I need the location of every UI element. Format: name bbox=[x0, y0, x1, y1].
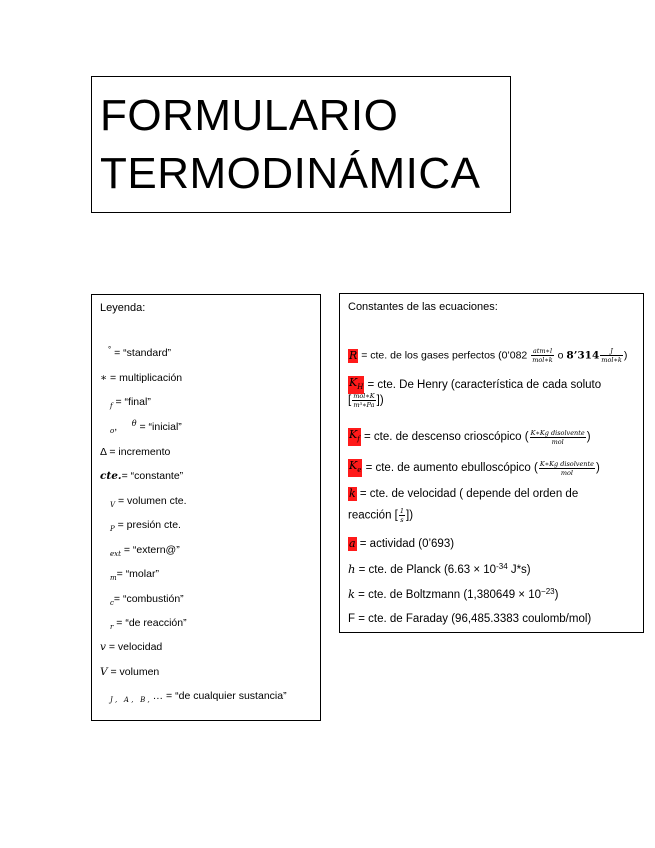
legend-substance: $_{J , A , B ,}$ … = “de cualquier sustancia” bbox=[110, 690, 287, 704]
const-k-rate: k = cte. de velocidad ( depende del orden de bbox=[349, 487, 579, 501]
const-KH-units: [ $\frac{\text{mol∗K}}{\text{m³∗Pa}}$ ]) bbox=[348, 392, 384, 409]
title-line-1: FORMULARIO bbox=[100, 91, 399, 140]
legend-standard: ° = “standard” bbox=[108, 345, 172, 359]
legend-molar: $_m$= “molar” bbox=[110, 568, 159, 582]
legend-increment: Δ = incremento bbox=[100, 446, 171, 458]
legend-constant: cte.= “constante” bbox=[100, 470, 184, 482]
legend-pressure-cte: $_P$ = presión cte. bbox=[110, 519, 181, 533]
constants-box bbox=[339, 293, 644, 633]
const-Kf: $K_f$ = cte. de descenso crioscópico ( $\frac{\text{K∗Kg disolvente}}{\text{mol}}$ ) bbox=[349, 428, 591, 446]
const-KH: $K_H$ = cte. De Henry (característica de cada soluto bbox=[348, 376, 601, 394]
title-line-2: TERMODINÁMICA bbox=[100, 149, 481, 198]
const-a: a = actividad (0’693) bbox=[349, 537, 455, 551]
const-Ke: $K_e$ = cte. de aumento ebulloscópico ( $\frac{\text{K∗Kg disolvente}}{\text{mol}}$ ) bbox=[349, 459, 600, 477]
legend-heading: Leyenda: bbox=[100, 302, 146, 314]
constants-heading: Constantes de las ecuaciones: bbox=[348, 301, 498, 313]
legend-multiplication: ∗ = multiplicación bbox=[100, 372, 183, 384]
legend-initial: $_o$, $^\theta$ = “inicial” bbox=[110, 419, 182, 435]
const-R: R = cte. de los gases perfectos (0’082 $\frac{\text{atm∗l}}{\text{mol∗k}}$ o 8’314 $\frac{J}{\text{mol∗k}}$ ) bbox=[349, 347, 628, 364]
legend-final: $_f$ = “final” bbox=[110, 396, 151, 410]
legend-reaction: $_r$ = “de reacción” bbox=[110, 617, 187, 631]
const-F: F = cte. de Faraday (96,485.3383 coulomb/mol) bbox=[348, 613, 592, 625]
legend-combustion: $_c$= “combustión” bbox=[110, 593, 184, 607]
title-box bbox=[91, 76, 511, 213]
legend-volume: V = volumen bbox=[100, 666, 160, 678]
const-k-rate-units: reacción [ $\frac{1}{s}$ ]) bbox=[348, 507, 414, 524]
const-kB: k = cte. de Boltzmann $(1,380649 \times 10^{-23})$ bbox=[348, 587, 559, 601]
legend-velocity: v = velocidad bbox=[100, 641, 163, 653]
const-h: h = cte. de Planck ($6.63 \times 10^{-34}$ J*s) bbox=[348, 562, 531, 576]
legend-box bbox=[91, 294, 321, 721]
legend-external: $_{ext}$ = “extern@” bbox=[110, 544, 180, 558]
legend-volume-cte: $_V$ = volumen cte. bbox=[110, 495, 187, 509]
